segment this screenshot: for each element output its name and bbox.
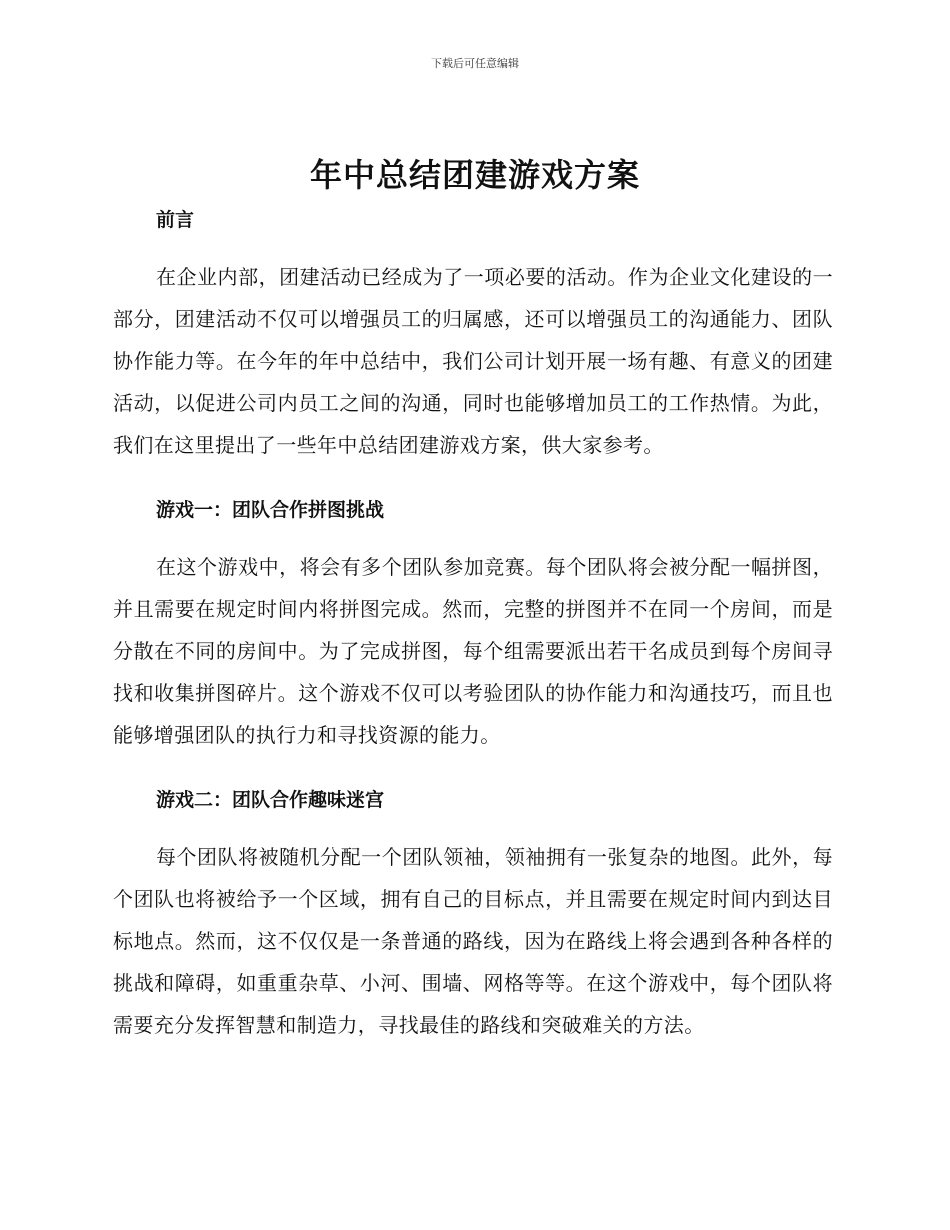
- section-heading-game-two: 游戏二：团队合作趣味迷宫: [156, 789, 385, 811]
- document-body: [113, 200, 833, 1046]
- section-paragraph-game-one: 在这个游戏中，将会有多个团队参加竞赛。每个团队将会被分配一幅拼图，并且需要在规定时间内将拼图完成。然而，完整的拼图并不在同一个房间，而是分散在不同的房间中。为了完成拼图，每个组需要派出若干名成员到每个房间寻找和收集拼图碎片。这个游戏不仅可以考验团队的协作能力和沟通技巧，而且也能够增强团队的执行力和寻找资源的能力。: [113, 555, 833, 747]
- section-heading-preface: 前言: [156, 209, 195, 231]
- document-title: 年中总结团建游戏方案: [309, 156, 640, 194]
- header-note: 下载后可任意编辑: [431, 57, 519, 70]
- section-paragraph-preface: 在企业内部，团建活动已经成为了一项必要的活动。作为企业文化建设的一部分，团建活动不仅可以增强员工的归属感，还可以增强员工的沟通能力、团队协作能力等。在今年的年中总结中，我们公司计划开展一场有趣、有意义的团建活动，以促进公司内员工之间的沟通，同时也能够增加员工的工作热情。为此，我们在这里提出了一些年中总结团建游戏方案，供大家参考。: [113, 265, 833, 457]
- section-paragraph-game-two: 每个团队将被随机分配一个团队领袖，领袖拥有一张复杂的地图。此外，每个团队也将被给予一个区域，拥有自己的目标点，并且需要在规定时间内到达目标地点。然而，这不仅仅是一条普通的路线，因为在路线上将会遇到各种各样的挑战和障碍，如重重杂草、小河、围墙、网格等等。在这个游戏中，每个团队将需要充分发挥智慧和制造力，寻找最佳的路线和突破难关的方法。: [113, 845, 833, 1037]
- section-heading-game-one: 游戏一：团队合作拼图挑战: [156, 499, 385, 521]
